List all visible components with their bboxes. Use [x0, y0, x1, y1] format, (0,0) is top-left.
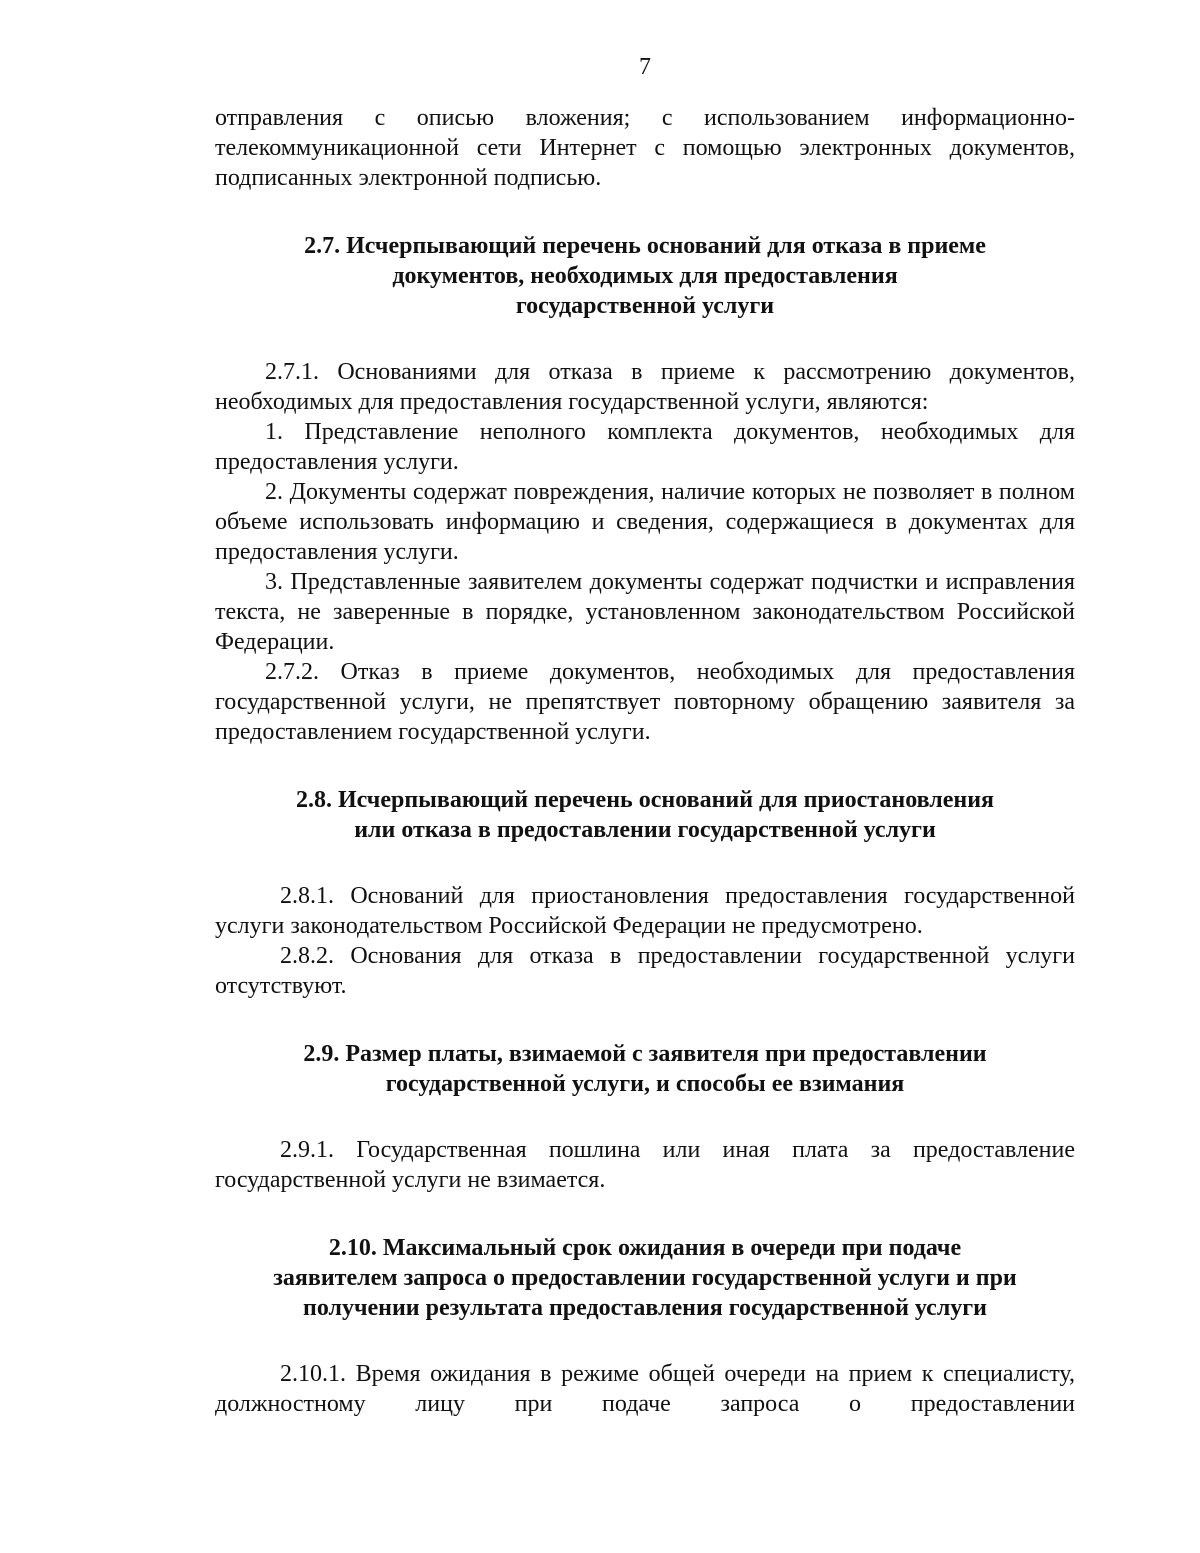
paragraph-2-7-2: 2.7.2. Отказ в приеме документов, необходимых для предоставления государственной услуги, не препятствует повторному обращению заявителя за предоставлением государственной услуги. [215, 659, 1075, 745]
heading-line: 2.8. Исчерпывающий перечень оснований для приостановления [295, 787, 995, 813]
paragraph-2-8-2: 2.8.2. Основания для отказа в предоставлении государственной услуги отсутствуют. [215, 943, 1075, 999]
heading-line: получении результата предоставления государственной услуги [302, 1295, 988, 1321]
section-2-8-heading [215, 785, 1075, 845]
section-2-10-heading [215, 1233, 1075, 1323]
heading-line: 2.7. Исчерпывающий перечень оснований для отказа в приеме [304, 233, 986, 259]
heading-line: заявителем запроса о предоставлении государственной услуги и при [273, 1265, 1017, 1291]
document-body [215, 103, 1075, 1419]
spacer [215, 1323, 1075, 1359]
heading-line: 2.10. Максимальный срок ожидания в очереди при подаче [328, 1235, 962, 1261]
paragraph-2-7-1: 2.7.1. Основаниями для отказа в приеме к рассмотрению документов, необходимых для предоставления государственной услуги, являются: [215, 359, 1075, 415]
spacer [215, 1001, 1075, 1039]
heading-line: государственной услуги, и способы ее взимания [385, 1071, 905, 1097]
list-item-2-7-1-3: 3. Представленные заявителем документы содержат подчистки и исправления текста, не заверенные в порядке, установленном законодательством Российской Федерации. [215, 569, 1075, 655]
spacer [215, 747, 1075, 785]
heading-line: или отказа в предоставлении государственной услуги [354, 817, 936, 843]
section-2-9-heading [215, 1039, 1075, 1099]
spacer [215, 321, 1075, 357]
paragraph-2-10-1: 2.10.1. Время ожидания в режиме общей очереди на прием к специалисту, должностному лицу при подаче запроса о предоставлении [215, 1361, 1075, 1417]
spacer [215, 1099, 1075, 1135]
paragraph-2-9-1: 2.9.1. Государственная пошлина или иная плата за предоставление государственной услуги не взимается. [215, 1137, 1075, 1193]
list-item-2-7-1-2: 2. Документы содержат повреждения, наличие которых не позволяет в полном объеме использовать информацию и сведения, содержащиеся в документах для предоставления услуги. [215, 479, 1075, 565]
heading-line: 2.9. Размер платы, взимаемой с заявителя при предоставлении [303, 1041, 987, 1067]
section-2-7-heading [215, 231, 1075, 321]
heading-line: документов, необходимых для предоставления [392, 263, 898, 289]
heading-line: государственной услуги [515, 293, 775, 319]
spacer [215, 193, 1075, 231]
intro-paragraph: отправления с описью вложения; с использованием информационно-телекоммуникационной сети Интернет с помощью электронных документов, подписанных электронной подписью. [215, 105, 1075, 191]
page-number: 7 [639, 54, 651, 80]
list-item-2-7-1-1: 1. Представление неполного комплекта документов, необходимых для предоставления услуги. [215, 419, 1075, 475]
spacer [215, 1195, 1075, 1233]
spacer [215, 845, 1075, 881]
paragraph-2-8-1: 2.8.1. Оснований для приостановления предоставления государственной услуги законодательством Российской Федерации не предусмотрено. [215, 883, 1075, 939]
